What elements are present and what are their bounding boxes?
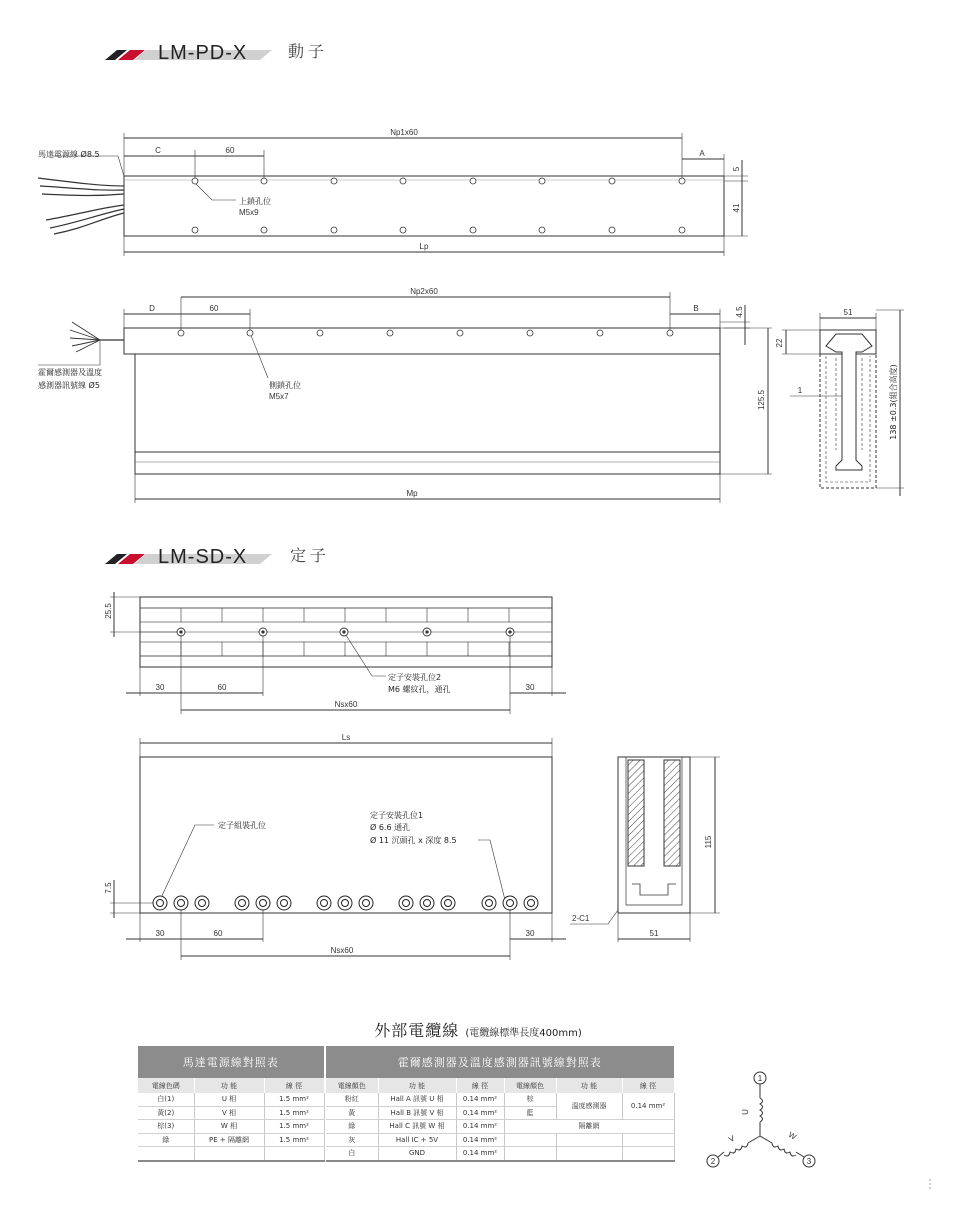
cable-note: (電纜線標準長度400mm) (465, 1028, 582, 1039)
assembly-hole-label: 定子組裝孔位 (218, 821, 266, 830)
table-row (138, 1133, 324, 1147)
power-cell: U 相 (194, 1093, 264, 1106)
temp-col-func: 功 能 (556, 1078, 622, 1093)
empty-cell (504, 1133, 556, 1147)
dim-5: 5 (732, 166, 741, 172)
dim-7-5: 7.5 (104, 882, 113, 894)
empty-cell (556, 1147, 622, 1161)
dim-stator-end-51: 51 (649, 929, 659, 938)
hall-cell: 0.14 mm² (456, 1093, 504, 1106)
mover-top-view (38, 133, 748, 256)
temp-wire-cell: 0.14 mm² (622, 1093, 674, 1120)
dim-115: 115 (704, 835, 713, 849)
hall-cell: 黃 (326, 1106, 378, 1120)
hole2-label: 定子安裝孔位2 (388, 673, 442, 682)
wiring-u: U (741, 1109, 750, 1115)
hole1-spec1: Ø 6.6 通孔 (370, 823, 411, 832)
wiring-diagram (707, 1072, 815, 1167)
table-row (138, 1106, 324, 1120)
mover-end-view (782, 310, 904, 496)
power-cable-table (138, 1046, 325, 1162)
table-row (138, 1147, 324, 1161)
empty-cell (504, 1147, 556, 1161)
hall-cell: 灰 (326, 1133, 378, 1147)
mover-section-header (105, 42, 328, 64)
power-cell (194, 1147, 264, 1161)
dim-b: B (693, 304, 699, 313)
wiring-w: W (786, 1130, 798, 1142)
power-cell (264, 1147, 324, 1161)
stator-section-header (105, 546, 330, 568)
table-row (326, 1147, 674, 1161)
empty-cell (622, 1133, 674, 1147)
power-cell: 1.5 mm² (264, 1120, 324, 1134)
temp-col-wire: 線 徑 (622, 1078, 674, 1093)
hall-cable-label-1: 霍爾感測器及溫度 (38, 368, 102, 377)
stator-end-view (570, 757, 720, 942)
table-row (138, 1120, 324, 1134)
empty-cell (556, 1133, 622, 1147)
dim-lp: Lp (419, 242, 429, 251)
mover-title-cn: 動子 (288, 42, 329, 61)
power-cable-label: 馬達電源線 Ø8.5 (38, 150, 100, 159)
dim-pitch-side: 60 (209, 304, 219, 313)
cable-section-title (0, 1018, 956, 1041)
dim-a: A (699, 149, 705, 158)
dim-stator-30-left: 30 (155, 683, 165, 692)
wiring-v: V (727, 1133, 737, 1145)
dim-ns-front: Nsx60 (330, 946, 354, 955)
hall-table-header: 霍爾感測器及溫度感測器訊號線對照表 (326, 1046, 674, 1078)
table-row (138, 1093, 324, 1106)
dim-front-30-left: 30 (155, 929, 165, 938)
dim-stator-60: 60 (217, 683, 227, 692)
dim-front-30-right: 30 (525, 929, 535, 938)
hall-cell: 0.14 mm² (456, 1120, 504, 1134)
power-col-wire: 線 徑 (264, 1078, 324, 1093)
power-col-func: 功 能 (194, 1078, 264, 1093)
dim-125-5: 125.5 (757, 389, 766, 411)
dim-end-51: 51 (843, 308, 853, 317)
dim-2-c1: 2-C1 (572, 914, 590, 923)
power-cell: 1.5 mm² (264, 1093, 324, 1106)
stator-title: LM-SD-X (158, 546, 248, 568)
dim-ns-top: Nsx60 (334, 700, 358, 709)
stator-title-cn: 定子 (290, 546, 331, 565)
power-cell: V 相 (194, 1106, 264, 1120)
power-table-header: 馬達電源線對照表 (138, 1046, 324, 1078)
hall-cable-table (326, 1046, 675, 1162)
hall-col-func: 功 能 (378, 1078, 456, 1093)
hall-cell: 白 (326, 1147, 378, 1161)
hall-cable-label-2: 感測器訊號線 Ø5 (38, 381, 100, 390)
hall-cell: Hall A 訊號 U 相 (378, 1093, 456, 1106)
stator-top-view (110, 592, 566, 714)
power-cell: 1.5 mm² (264, 1133, 324, 1147)
dim-41: 41 (732, 203, 741, 213)
power-cell: 棕(3) (138, 1120, 194, 1134)
mover-side-view (38, 292, 772, 503)
shield-cell: 隔離網 (504, 1120, 674, 1134)
side-hole-spec: M5x7 (269, 392, 289, 401)
hall-cell: 0.14 mm² (456, 1106, 504, 1120)
dim-np1: Np1x60 (390, 128, 418, 137)
hole1-label: 定子安裝孔位1 (370, 811, 424, 820)
hall-col-color: 電線顏色 (326, 1078, 378, 1093)
hall-cell: Hall IC + 5V (378, 1133, 456, 1147)
dim-front-60: 60 (213, 929, 223, 938)
page-marker (929, 1179, 931, 1189)
power-col-color: 電線色碼 (138, 1078, 194, 1093)
table-row (326, 1093, 674, 1106)
dim-end-138: 138 ±0.3(組合高度) (889, 364, 898, 440)
power-cell: 白(1) (138, 1093, 194, 1106)
wiring-node-3: 3 (806, 1157, 812, 1166)
dim-stator-30-right: 30 (525, 683, 535, 692)
power-cell: 綠 (138, 1133, 194, 1147)
empty-cell (622, 1147, 674, 1161)
temp-col-color: 電線顏色 (504, 1078, 556, 1093)
top-hole-spec: M5x9 (239, 208, 259, 217)
wiring-node-2: 2 (710, 1157, 716, 1166)
temp-func-cell: 溫度感測器 (556, 1093, 622, 1120)
dim-c: C (155, 146, 161, 155)
cable-title: 外部電纜線 (374, 1021, 460, 1040)
power-cell (138, 1147, 194, 1161)
power-cell: 黃(2) (138, 1106, 194, 1120)
dim-4-5: 4.5 (735, 306, 744, 318)
wiring-node-1: 1 (757, 1074, 763, 1083)
hall-col-wire: 線 徑 (456, 1078, 504, 1093)
hall-cell: 0.14 mm² (456, 1133, 504, 1147)
top-hole-label: 上鎖孔位 (239, 197, 271, 206)
hall-cell: 0.14 mm² (456, 1147, 504, 1161)
hall-cell: GND (378, 1147, 456, 1161)
table-row (326, 1133, 674, 1147)
dim-mp: Mp (406, 489, 418, 498)
hall-cell: Hall B 訊號 V 相 (378, 1106, 456, 1120)
dim-end-1: 1 (797, 386, 803, 395)
hall-cell: 綠 (326, 1120, 378, 1134)
side-hole-label: 側鎖孔位 (269, 381, 301, 390)
power-cell: PE + 隔離網 (194, 1133, 264, 1147)
hall-cell: Hall C 訊號 W 相 (378, 1120, 456, 1134)
mover-title: LM-PD-X (158, 42, 248, 64)
hall-cell: 粉紅 (326, 1093, 378, 1106)
table-row (326, 1120, 674, 1134)
dim-d: D (149, 304, 155, 313)
hole2-spec: M6 螺紋孔，通孔 (388, 685, 451, 694)
dim-ls: Ls (341, 733, 351, 742)
stator-front-view (110, 738, 566, 960)
hole1-spec2: Ø 11 沉頭孔 x 深度 8.5 (370, 836, 457, 845)
dim-pitch-top: 60 (225, 146, 235, 155)
dim-25-5: 25.5 (104, 603, 113, 619)
temp-color-cell: 棕 (504, 1093, 556, 1106)
temp-color-cell: 藍 (504, 1106, 556, 1120)
power-cell: 1.5 mm² (264, 1106, 324, 1120)
power-cell: W 相 (194, 1120, 264, 1134)
dim-np2: Np2x60 (410, 287, 438, 296)
dim-end-22: 22 (775, 338, 784, 348)
